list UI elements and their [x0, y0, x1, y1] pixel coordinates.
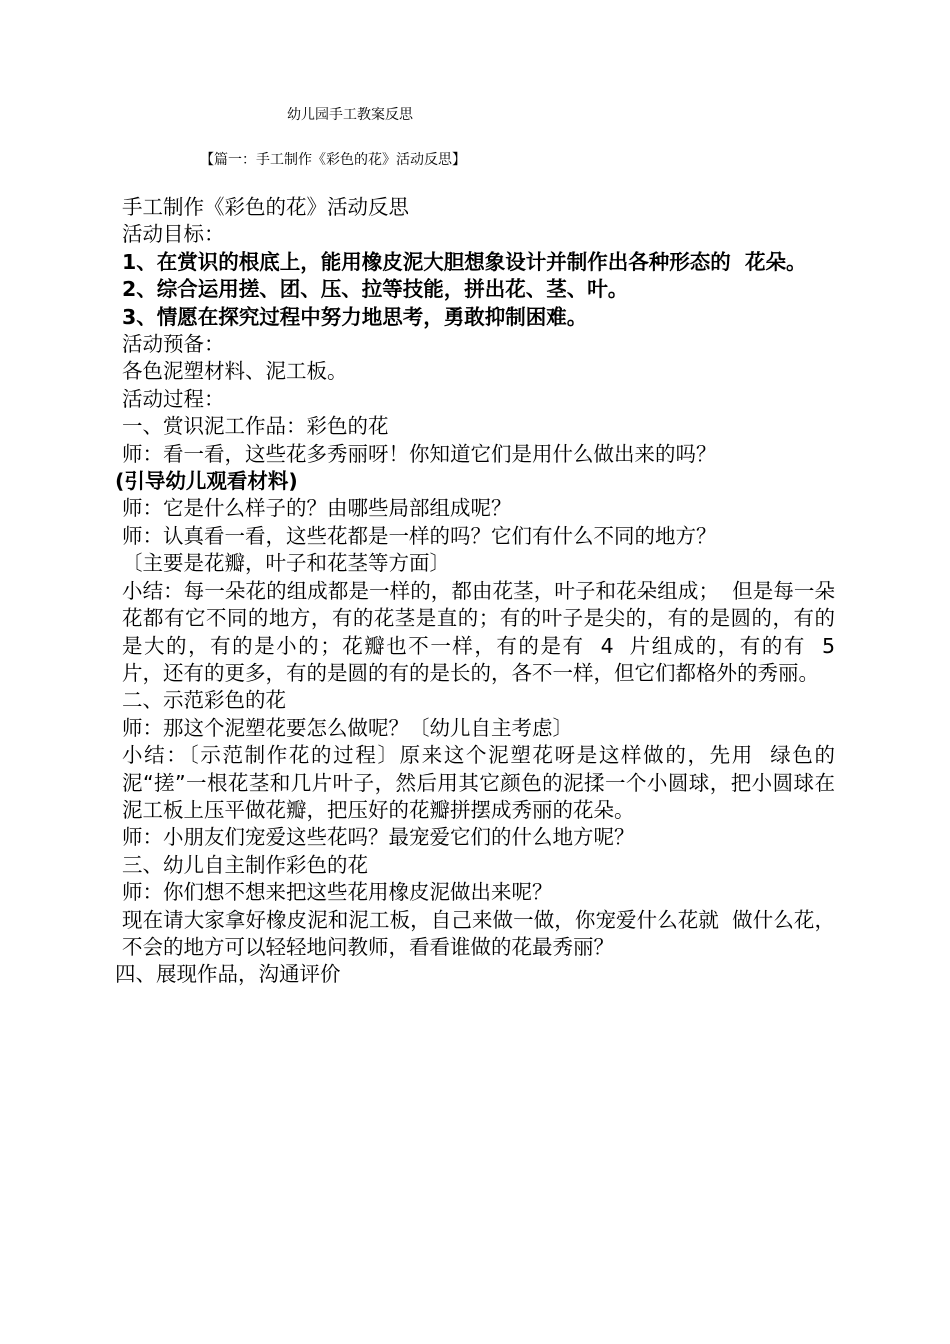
prep-text: 各色泥塑材料、泥工板。	[122, 359, 348, 384]
step-2-summary: 小结：〔示范制作花的过程〕原来这个泥塑花呀是这样做的，先用 绿色的泥“搓”一根花茎和几片叶子，然后用其它颜色的泥揉一个小圆球，把小圆球在泥工板上压平做花瓣，把压好的花瓣拼摆成秀丽的花朵。	[122, 743, 835, 822]
step-1-question-3: 师：认真看一看，这些花都是一样的吗？它们有什么不同的地方？	[122, 523, 717, 548]
prep-label: 活动预备：	[122, 332, 225, 357]
step-3-text: 现在请大家拿好橡皮泥和泥工板，自己来做一做，你宠爱什么花就 做什么花，不会的地方可以轻轻地问教师，看看谁做的花最秀丽？	[122, 907, 835, 959]
goal-1: 1、在赏识的根底上，能用橡皮泥大胆想象设计并制作出各种形态的 花朵。	[122, 249, 807, 274]
document-subtitle: 【篇一：手工制作《彩色的花》活动反思】	[200, 152, 466, 168]
step-1-question-2: 师：它是什么样子的？由哪些局部组成呢？	[122, 496, 512, 521]
goal-2: 2、综合运用搓、团、压、拉等技能，拼出花、茎、叶。	[122, 277, 629, 302]
document-body	[115, 194, 849, 989]
step-2-question-1: 师：那这个泥塑花要怎么做呢？〔幼儿自主考虑〕	[122, 715, 573, 740]
lesson-heading: 手工制作《彩色的花》活动反思	[122, 195, 409, 219]
step-2-question-2: 师：小朋友们宠爱这些花吗？最宠爱它们的什么地方呢？	[122, 825, 635, 850]
step-3-title: 三、幼儿自主制作彩色的花	[122, 852, 368, 877]
document-title: 幼儿园手工教案反思	[287, 107, 413, 123]
step-2-title: 二、示范彩色的花	[122, 688, 286, 713]
step-4-title: 四、展现作品，沟通评价	[115, 962, 341, 987]
goals-label: 活动目标：	[122, 222, 225, 247]
step-1-question-1: 师：看一看，这些花多秀丽呀！你知道它们是用什么做出来的吗？	[122, 441, 717, 466]
step-1-note-2: 〔主要是花瓣，叶子和花茎等方面〕	[122, 551, 450, 576]
step-3-question-1: 师：你们想不想来把这些花用橡皮泥做出来呢？	[122, 880, 553, 905]
step-1-title: 一、赏识泥工作品：彩色的花	[122, 414, 389, 439]
goal-3: 3、情愿在探究过程中努力地思考，勇敢抑制困难。	[122, 304, 588, 329]
process-label: 活动过程：	[122, 386, 225, 411]
step-1-note: (引导幼儿观看材料)	[115, 469, 298, 494]
step-1-summary: 小结：每一朵花的组成都是一样的，都由花茎，叶子和花朵组成； 但是每一朵花都有它不同的地方，有的花茎是直的；有的叶子是尖的，有的是圆的，有的是大的，有的是小的；花瓣也不一样，有的是有 4 片组成的，有的有 5 片，还有的更多，有的是圆的有的是长的，各不一样，但它们都格外的秀丽。	[122, 578, 849, 685]
